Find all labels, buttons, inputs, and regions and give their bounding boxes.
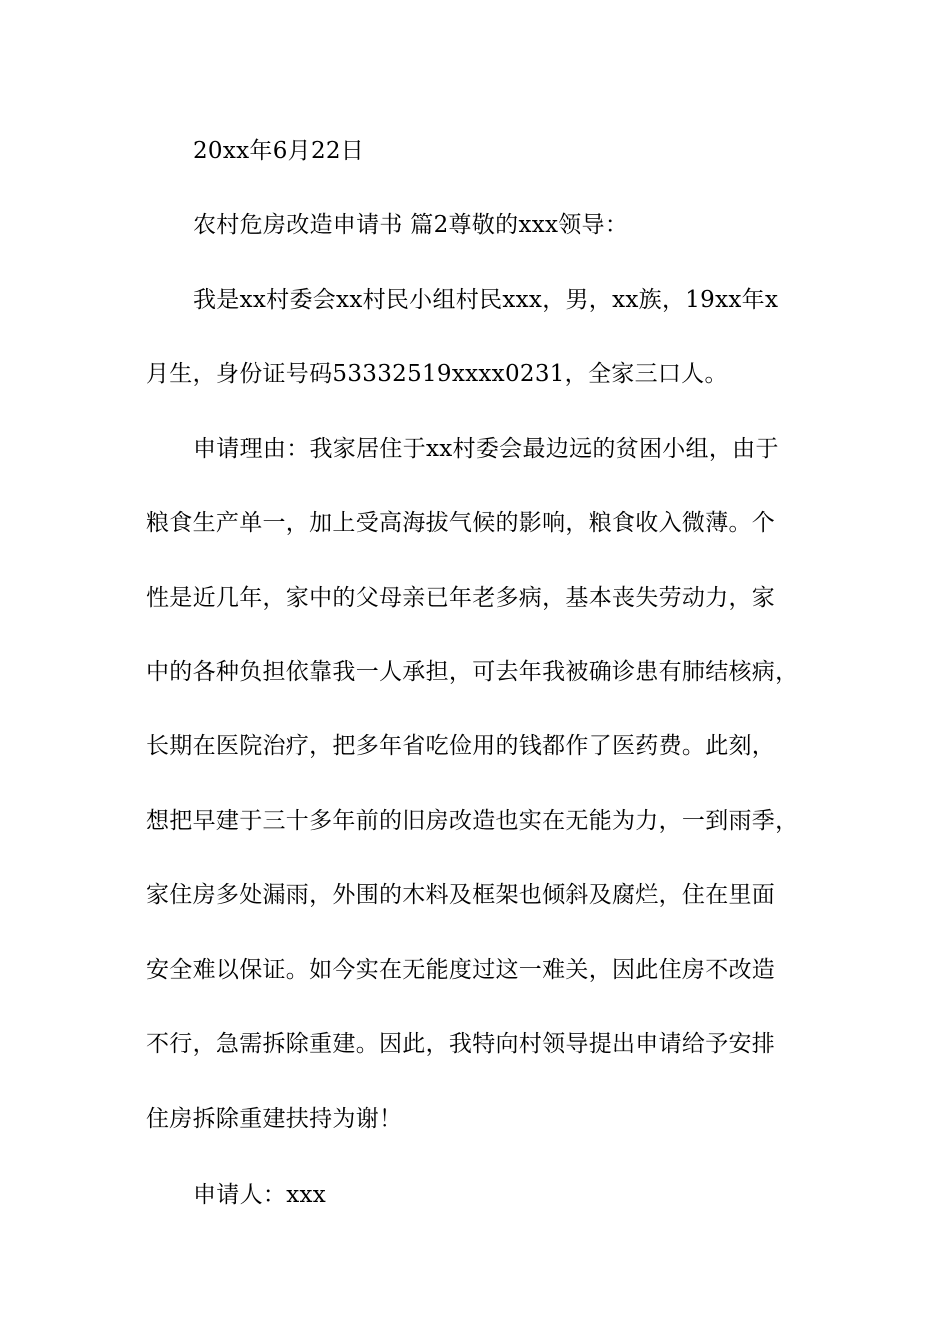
body-line-3: 申请理由：我家居住于xx村委会最边远的贫困小组，由于 <box>193 436 779 462</box>
body-line-8: 想把早建于三十多年前的旧房改造也实在无能为力，一到雨季， <box>146 808 799 834</box>
body-line-7: 长期在医院治疗，把多年省吃俭用的钱都作了医药费。此刻， <box>146 733 776 759</box>
body-line-6: 中的各种负担依靠我一人承担，可去年我被确诊患有肺结核病， <box>146 659 799 685</box>
letter-heading: 农村危房改造申请书 篇2尊敬的xxx领导： <box>193 212 629 238</box>
body-line-10: 安全难以保证。如今实在无能度过这一难关，因此住房不改造 <box>146 957 776 983</box>
body-line-12: 住房拆除重建扶持为谢！ <box>146 1106 403 1132</box>
body-line-5: 性是近几年，家中的父母亲已年老多病，基本丧失劳动力，家 <box>146 585 776 611</box>
body-line-1: 我是xx村委会xx村民小组村民xxx，男，xx族，19xx年x <box>193 287 779 313</box>
body-line-9: 家住房多处漏雨，外围的木料及框架也倾斜及腐烂，住在里面 <box>146 882 776 908</box>
body-line-4: 粮食生产单一，加上受高海拔气候的影响，粮食收入微薄。个 <box>146 510 776 536</box>
letter-date: 20xx年6月22日 <box>193 138 365 164</box>
body-line-11: 不行，急需拆除重建。因此，我特向村领导提出申请给予安排 <box>146 1031 776 1057</box>
body-line-2: 月生，身份证号码53332519xxxx0231，全家三口人。 <box>146 361 728 387</box>
applicant-signature-line: 申请人：xxx <box>193 1182 327 1208</box>
